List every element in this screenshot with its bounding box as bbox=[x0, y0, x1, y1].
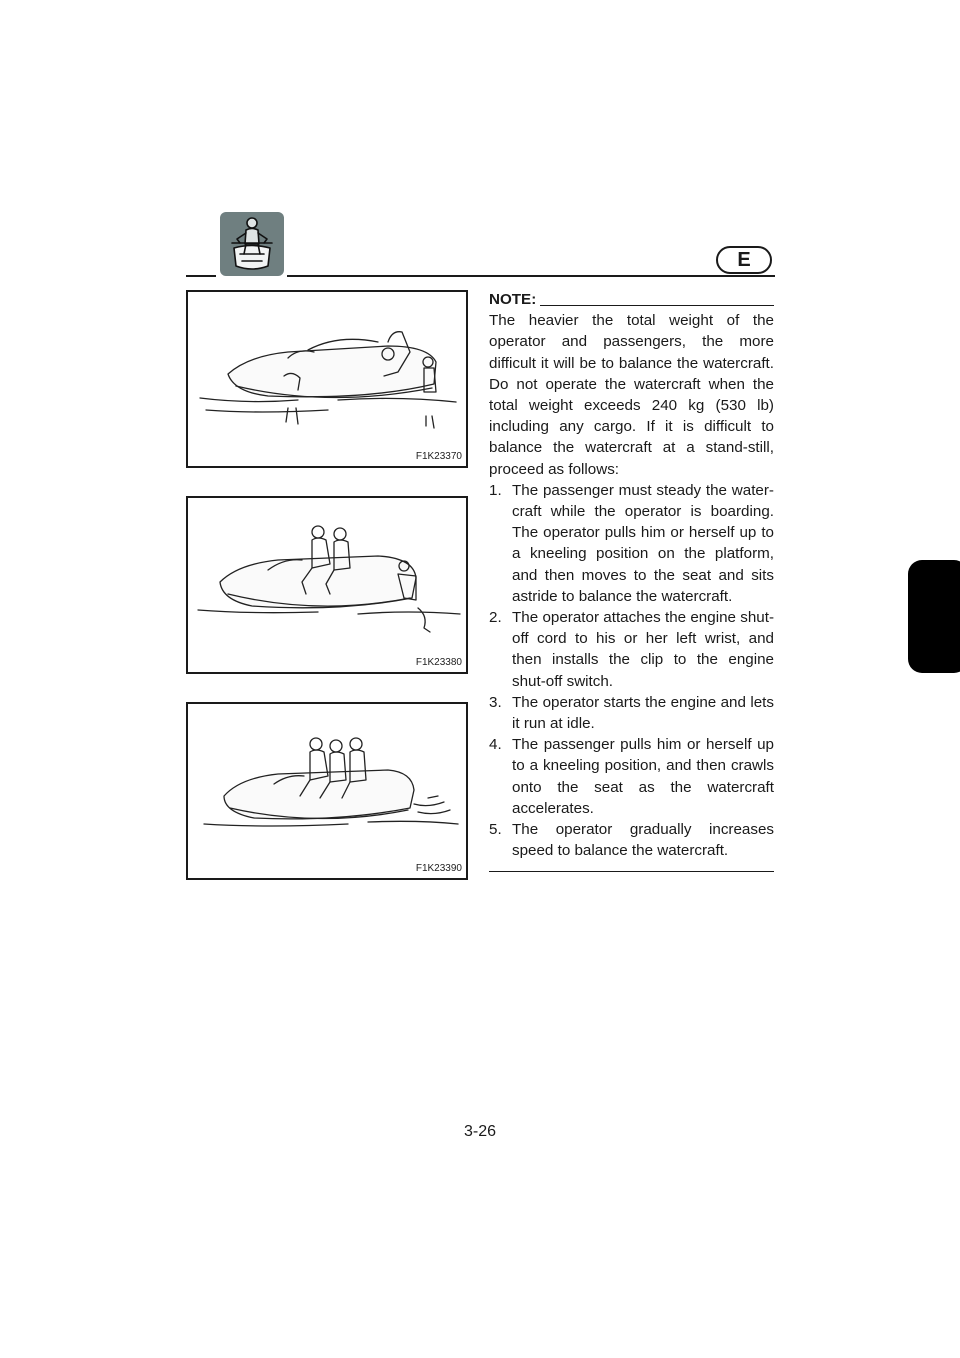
step-item bbox=[489, 607, 774, 692]
figure-code: F1K23390 bbox=[415, 863, 462, 874]
step-item bbox=[489, 480, 774, 607]
watercraft-passenger-illustration bbox=[188, 498, 466, 672]
figure-code: F1K23380 bbox=[415, 657, 462, 668]
step-number: 3. bbox=[489, 693, 502, 711]
header-rule-left bbox=[186, 275, 216, 277]
step-text: The passenger pulls him or herself up to a kneeling position, and then crawls onto the seat as the watercraft accelerates. bbox=[512, 736, 774, 817]
personal-watercraft-icon bbox=[220, 212, 284, 276]
figure-code: F1K23370 bbox=[415, 451, 462, 462]
figure-riding-three bbox=[186, 702, 468, 880]
watercraft-three-riders-illustration bbox=[188, 704, 466, 878]
chapter-side-tab bbox=[908, 560, 960, 673]
step-number: 1. bbox=[489, 481, 502, 499]
figure-passenger-boarding bbox=[186, 496, 468, 674]
steps-list bbox=[489, 480, 774, 862]
note-heading-rule bbox=[540, 305, 774, 306]
note-block bbox=[489, 289, 774, 872]
step-item bbox=[489, 734, 774, 819]
figure-boarding-kneel bbox=[186, 290, 468, 468]
step-text: The operator gradually increases speed to balance the watercraft. bbox=[512, 821, 774, 860]
step-item bbox=[489, 692, 774, 734]
step-number: 5. bbox=[489, 821, 502, 839]
step-text: The operator attaches the engine shut-off cord to his or her left wrist, and then installs the clip to the engine shut-off switch. bbox=[512, 609, 774, 690]
language-badge: E bbox=[716, 246, 772, 274]
step-number: 4. bbox=[489, 736, 502, 754]
page-number: 3-26 bbox=[463, 1123, 497, 1140]
step-text: The operator starts the engine and lets it run at idle. bbox=[512, 693, 774, 733]
header-rule-right bbox=[287, 275, 775, 277]
step-text: The passenger must steady the water-craft while the operator is boarding. The operator pulls him or herself up to a kneeling position on the platform, and then moves to the seat and sits astride to balance the watercraft. bbox=[512, 481, 774, 605]
watercraft-boarding-illustration bbox=[188, 292, 466, 466]
step-number: 2. bbox=[489, 609, 502, 627]
note-end-rule bbox=[489, 871, 774, 872]
note-label: NOTE: bbox=[489, 291, 537, 308]
note-heading bbox=[489, 289, 774, 310]
step-item bbox=[489, 819, 774, 861]
note-intro: The heavier the total weight of the operator and passengers, the more difficult it will be to balance the watercraft. Do not operate the watercraft when the total weight exceeds 240 kg (530 lb) including any cargo. If it is difficult to balance the watercraft at a stand-still, proceed as follows: bbox=[489, 312, 774, 478]
